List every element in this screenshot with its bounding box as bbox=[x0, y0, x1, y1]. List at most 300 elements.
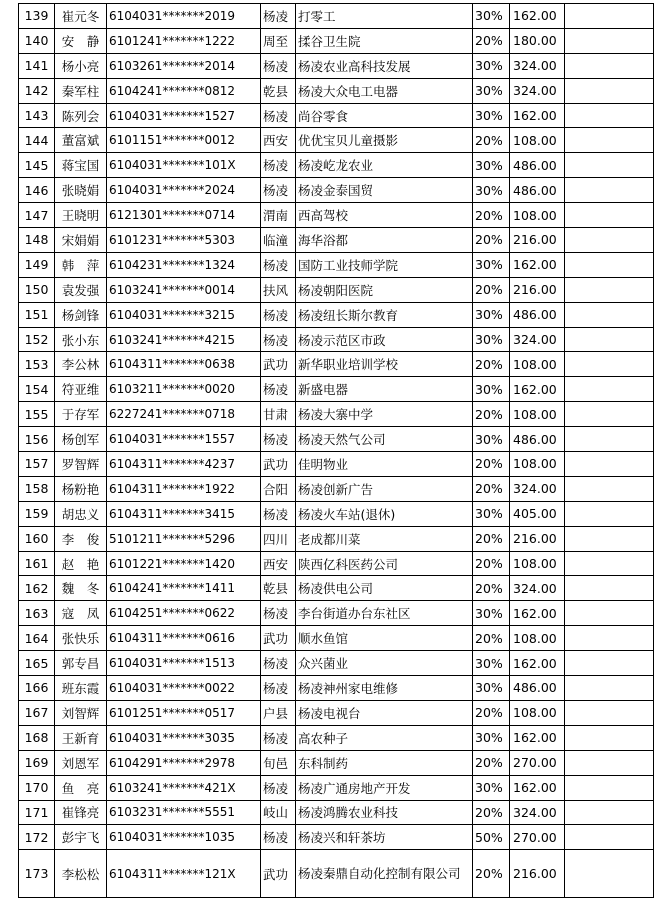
rate-cell: 30% bbox=[473, 4, 510, 29]
work-unit: 杨凌农业高科技发展 bbox=[296, 53, 473, 78]
amount-cell: 108.00 bbox=[510, 551, 565, 576]
row-number: 150 bbox=[19, 277, 55, 302]
person-name: 董富斌 bbox=[55, 128, 107, 153]
area-cell: 杨凌 bbox=[261, 327, 296, 352]
row-number: 143 bbox=[19, 103, 55, 128]
empty-cell bbox=[565, 825, 654, 850]
work-unit: 杨凌火车站(退休) bbox=[296, 501, 473, 526]
person-name: 班东霞 bbox=[55, 676, 107, 701]
table-row bbox=[19, 128, 654, 153]
empty-cell bbox=[565, 601, 654, 626]
table-row bbox=[19, 825, 654, 850]
person-name: 蒋宝国 bbox=[55, 153, 107, 178]
empty-cell bbox=[565, 676, 654, 701]
work-unit: 国防工业技师学院 bbox=[296, 252, 473, 277]
area-cell: 扶风 bbox=[261, 277, 296, 302]
amount-cell: 108.00 bbox=[510, 452, 565, 477]
row-number: 161 bbox=[19, 551, 55, 576]
id-number: 6104031*******2019 bbox=[107, 4, 261, 29]
rate-cell: 30% bbox=[473, 676, 510, 701]
person-name: 王新育 bbox=[55, 725, 107, 750]
work-unit: 海华浴都 bbox=[296, 228, 473, 253]
person-name: 陈列会 bbox=[55, 103, 107, 128]
work-unit: 打零工 bbox=[296, 4, 473, 29]
empty-cell bbox=[565, 651, 654, 676]
person-name: 杨创军 bbox=[55, 427, 107, 452]
work-unit: 新华职业培训学校 bbox=[296, 352, 473, 377]
amount-cell: 486.00 bbox=[510, 153, 565, 178]
person-name: 李 俊 bbox=[55, 526, 107, 551]
work-unit: 杨凌电视台 bbox=[296, 700, 473, 725]
amount-cell: 108.00 bbox=[510, 626, 565, 651]
rate-cell: 30% bbox=[473, 725, 510, 750]
table-row bbox=[19, 178, 654, 203]
table-row bbox=[19, 4, 654, 29]
table-row bbox=[19, 377, 654, 402]
row-number: 149 bbox=[19, 252, 55, 277]
empty-cell bbox=[565, 327, 654, 352]
id-number: 6104031*******0022 bbox=[107, 676, 261, 701]
row-number: 139 bbox=[19, 4, 55, 29]
area-cell: 四川 bbox=[261, 526, 296, 551]
row-number: 159 bbox=[19, 501, 55, 526]
area-cell: 杨凌 bbox=[261, 651, 296, 676]
amount-cell: 108.00 bbox=[510, 352, 565, 377]
rate-cell: 30% bbox=[473, 302, 510, 327]
amount-cell: 216.00 bbox=[510, 526, 565, 551]
person-name: 张晓娟 bbox=[55, 178, 107, 203]
amount-cell: 216.00 bbox=[510, 277, 565, 302]
empty-cell bbox=[565, 750, 654, 775]
row-number: 158 bbox=[19, 476, 55, 501]
work-unit: 西高驾校 bbox=[296, 203, 473, 228]
area-cell: 武功 bbox=[261, 850, 296, 898]
id-number: 6104031*******1513 bbox=[107, 651, 261, 676]
row-number: 144 bbox=[19, 128, 55, 153]
rate-cell: 30% bbox=[473, 775, 510, 800]
row-number: 172 bbox=[19, 825, 55, 850]
work-unit: 佳明物业 bbox=[296, 452, 473, 477]
area-cell: 杨凌 bbox=[261, 601, 296, 626]
table-row bbox=[19, 576, 654, 601]
work-unit: 老成都川菜 bbox=[296, 526, 473, 551]
person-name: 崔锋亮 bbox=[55, 800, 107, 825]
area-cell: 杨凌 bbox=[261, 825, 296, 850]
id-number: 6104031*******101X bbox=[107, 153, 261, 178]
empty-cell bbox=[565, 252, 654, 277]
area-cell: 杨凌 bbox=[261, 725, 296, 750]
id-number: 6104251*******0622 bbox=[107, 601, 261, 626]
table-body bbox=[19, 4, 654, 898]
id-number: 6227241*******0718 bbox=[107, 402, 261, 427]
rate-cell: 20% bbox=[473, 228, 510, 253]
person-name: 符亚维 bbox=[55, 377, 107, 402]
rate-cell: 30% bbox=[473, 78, 510, 103]
row-number: 155 bbox=[19, 402, 55, 427]
table-row bbox=[19, 526, 654, 551]
area-cell: 乾县 bbox=[261, 78, 296, 103]
id-number: 6103241*******4215 bbox=[107, 327, 261, 352]
id-number: 6101251*******0517 bbox=[107, 700, 261, 725]
area-cell: 杨凌 bbox=[261, 501, 296, 526]
amount-cell: 216.00 bbox=[510, 850, 565, 898]
work-unit: 杨凌天然气公司 bbox=[296, 427, 473, 452]
row-number: 141 bbox=[19, 53, 55, 78]
person-name: 罗智辉 bbox=[55, 452, 107, 477]
id-number: 6101151*******0012 bbox=[107, 128, 261, 153]
empty-cell bbox=[565, 28, 654, 53]
id-number: 6104031*******3035 bbox=[107, 725, 261, 750]
id-number: 6104241*******1411 bbox=[107, 576, 261, 601]
rate-cell: 20% bbox=[473, 402, 510, 427]
amount-cell: 270.00 bbox=[510, 750, 565, 775]
person-name: 刘智辉 bbox=[55, 700, 107, 725]
row-number: 166 bbox=[19, 676, 55, 701]
person-name: 杨剑锋 bbox=[55, 302, 107, 327]
table-row bbox=[19, 352, 654, 377]
row-number: 142 bbox=[19, 78, 55, 103]
area-cell: 西安 bbox=[261, 128, 296, 153]
work-unit: 众兴菌业 bbox=[296, 651, 473, 676]
row-number: 140 bbox=[19, 28, 55, 53]
rate-cell: 30% bbox=[473, 427, 510, 452]
id-number: 6103241*******0014 bbox=[107, 277, 261, 302]
empty-cell bbox=[565, 700, 654, 725]
id-number: 6104311*******3415 bbox=[107, 501, 261, 526]
amount-cell: 180.00 bbox=[510, 28, 565, 53]
work-unit: 杨凌纽长斯尔教育 bbox=[296, 302, 473, 327]
area-cell: 西安 bbox=[261, 551, 296, 576]
rate-cell: 20% bbox=[473, 452, 510, 477]
row-number: 173 bbox=[19, 850, 55, 898]
amount-cell: 324.00 bbox=[510, 800, 565, 825]
area-cell: 杨凌 bbox=[261, 178, 296, 203]
row-number: 156 bbox=[19, 427, 55, 452]
person-name: 秦军柱 bbox=[55, 78, 107, 103]
table-row bbox=[19, 53, 654, 78]
area-cell: 杨凌 bbox=[261, 4, 296, 29]
person-name: 赵 艳 bbox=[55, 551, 107, 576]
id-number: 6104311*******1922 bbox=[107, 476, 261, 501]
work-unit: 杨凌大寨中学 bbox=[296, 402, 473, 427]
area-cell: 杨凌 bbox=[261, 302, 296, 327]
area-cell: 武功 bbox=[261, 352, 296, 377]
area-cell: 杨凌 bbox=[261, 103, 296, 128]
row-number: 153 bbox=[19, 352, 55, 377]
table-row bbox=[19, 153, 654, 178]
rate-cell: 20% bbox=[473, 526, 510, 551]
row-number: 169 bbox=[19, 750, 55, 775]
amount-cell: 324.00 bbox=[510, 327, 565, 352]
row-number: 162 bbox=[19, 576, 55, 601]
id-number: 6104231*******1324 bbox=[107, 252, 261, 277]
work-unit: 杨凌鸿腾农业科技 bbox=[296, 800, 473, 825]
rate-cell: 30% bbox=[473, 601, 510, 626]
empty-cell bbox=[565, 153, 654, 178]
work-unit: 杨凌朝阳医院 bbox=[296, 277, 473, 302]
work-unit: 杨凌广通房地产开发 bbox=[296, 775, 473, 800]
area-cell: 杨凌 bbox=[261, 53, 296, 78]
id-number: 6104031*******1035 bbox=[107, 825, 261, 850]
work-unit: 高农种子 bbox=[296, 725, 473, 750]
row-number: 154 bbox=[19, 377, 55, 402]
rate-cell: 20% bbox=[473, 850, 510, 898]
rate-cell: 30% bbox=[473, 651, 510, 676]
amount-cell: 270.00 bbox=[510, 825, 565, 850]
work-unit: 杨凌屹龙农业 bbox=[296, 153, 473, 178]
work-unit: 杨凌金泰国贸 bbox=[296, 178, 473, 203]
table-row bbox=[19, 302, 654, 327]
id-number: 6104311*******0616 bbox=[107, 626, 261, 651]
table-row bbox=[19, 103, 654, 128]
rate-cell: 30% bbox=[473, 327, 510, 352]
person-name: 安 静 bbox=[55, 28, 107, 53]
amount-cell: 162.00 bbox=[510, 651, 565, 676]
rate-cell: 20% bbox=[473, 700, 510, 725]
table-row bbox=[19, 601, 654, 626]
area-cell: 户县 bbox=[261, 700, 296, 725]
row-number: 148 bbox=[19, 228, 55, 253]
empty-cell bbox=[565, 128, 654, 153]
person-name: 张快乐 bbox=[55, 626, 107, 651]
amount-cell: 216.00 bbox=[510, 228, 565, 253]
person-name: 胡忠义 bbox=[55, 501, 107, 526]
area-cell: 杨凌 bbox=[261, 427, 296, 452]
rate-cell: 20% bbox=[473, 277, 510, 302]
area-cell: 杨凌 bbox=[261, 252, 296, 277]
empty-cell bbox=[565, 850, 654, 898]
id-number: 6104291*******2978 bbox=[107, 750, 261, 775]
amount-cell: 162.00 bbox=[510, 4, 565, 29]
row-number: 160 bbox=[19, 526, 55, 551]
person-name: 王晓明 bbox=[55, 203, 107, 228]
amount-cell: 405.00 bbox=[510, 501, 565, 526]
empty-cell bbox=[565, 501, 654, 526]
id-number: 6104031*******1557 bbox=[107, 427, 261, 452]
empty-cell bbox=[565, 352, 654, 377]
table-row bbox=[19, 452, 654, 477]
rate-cell: 20% bbox=[473, 551, 510, 576]
person-name: 崔元冬 bbox=[55, 4, 107, 29]
row-number: 165 bbox=[19, 651, 55, 676]
rate-cell: 20% bbox=[473, 128, 510, 153]
person-name: 刘恩军 bbox=[55, 750, 107, 775]
table-row bbox=[19, 750, 654, 775]
area-cell: 乾县 bbox=[261, 576, 296, 601]
amount-cell: 162.00 bbox=[510, 725, 565, 750]
table-row bbox=[19, 626, 654, 651]
amount-cell: 324.00 bbox=[510, 576, 565, 601]
amount-cell: 486.00 bbox=[510, 302, 565, 327]
person-name: 韩 萍 bbox=[55, 252, 107, 277]
empty-cell bbox=[565, 800, 654, 825]
rate-cell: 30% bbox=[473, 153, 510, 178]
table-row bbox=[19, 277, 654, 302]
row-number: 152 bbox=[19, 327, 55, 352]
rate-cell: 30% bbox=[473, 377, 510, 402]
empty-cell bbox=[565, 427, 654, 452]
empty-cell bbox=[565, 203, 654, 228]
area-cell: 渭南 bbox=[261, 203, 296, 228]
area-cell: 武功 bbox=[261, 626, 296, 651]
empty-cell bbox=[565, 626, 654, 651]
row-number: 163 bbox=[19, 601, 55, 626]
work-unit: 杨凌兴和轩茶坊 bbox=[296, 825, 473, 850]
person-name: 李公林 bbox=[55, 352, 107, 377]
work-unit: 李台街道办台东社区 bbox=[296, 601, 473, 626]
work-unit: 尚谷零食 bbox=[296, 103, 473, 128]
row-number: 157 bbox=[19, 452, 55, 477]
area-cell: 杨凌 bbox=[261, 377, 296, 402]
table-row bbox=[19, 427, 654, 452]
table-row bbox=[19, 28, 654, 53]
work-unit: 揉谷卫生院 bbox=[296, 28, 473, 53]
id-number: 6103211*******0020 bbox=[107, 377, 261, 402]
id-number: 6104311*******121X bbox=[107, 850, 261, 898]
amount-cell: 486.00 bbox=[510, 427, 565, 452]
rate-cell: 20% bbox=[473, 626, 510, 651]
rate-cell: 20% bbox=[473, 576, 510, 601]
id-number: 6101231*******5303 bbox=[107, 228, 261, 253]
area-cell: 武功 bbox=[261, 452, 296, 477]
person-name: 张小东 bbox=[55, 327, 107, 352]
area-cell: 临潼 bbox=[261, 228, 296, 253]
table-row bbox=[19, 228, 654, 253]
table-row bbox=[19, 651, 654, 676]
person-name: 于存军 bbox=[55, 402, 107, 427]
id-number: 6104311*******0638 bbox=[107, 352, 261, 377]
id-number: 5101211*******5296 bbox=[107, 526, 261, 551]
table-row bbox=[19, 551, 654, 576]
rate-cell: 30% bbox=[473, 178, 510, 203]
work-unit: 东科制药 bbox=[296, 750, 473, 775]
amount-cell: 324.00 bbox=[510, 78, 565, 103]
table-row bbox=[19, 501, 654, 526]
empty-cell bbox=[565, 277, 654, 302]
rate-cell: 20% bbox=[473, 476, 510, 501]
empty-cell bbox=[565, 775, 654, 800]
person-name: 杨小亮 bbox=[55, 53, 107, 78]
work-unit: 顺水鱼馆 bbox=[296, 626, 473, 651]
area-cell: 旬邑 bbox=[261, 750, 296, 775]
row-number: 170 bbox=[19, 775, 55, 800]
empty-cell bbox=[565, 178, 654, 203]
work-unit: 杨凌供电公司 bbox=[296, 576, 473, 601]
empty-cell bbox=[565, 78, 654, 103]
data-table bbox=[18, 3, 654, 898]
id-number: 6104241*******0812 bbox=[107, 78, 261, 103]
empty-cell bbox=[565, 725, 654, 750]
area-cell: 岐山 bbox=[261, 800, 296, 825]
amount-cell: 486.00 bbox=[510, 676, 565, 701]
row-number: 167 bbox=[19, 700, 55, 725]
table-row bbox=[19, 800, 654, 825]
amount-cell: 162.00 bbox=[510, 775, 565, 800]
amount-cell: 162.00 bbox=[510, 601, 565, 626]
row-number: 151 bbox=[19, 302, 55, 327]
table-row bbox=[19, 725, 654, 750]
rate-cell: 30% bbox=[473, 252, 510, 277]
row-number: 145 bbox=[19, 153, 55, 178]
rate-cell: 30% bbox=[473, 103, 510, 128]
row-number: 146 bbox=[19, 178, 55, 203]
table-row bbox=[19, 476, 654, 501]
empty-cell bbox=[565, 4, 654, 29]
table-row bbox=[19, 402, 654, 427]
area-cell: 杨凌 bbox=[261, 775, 296, 800]
amount-cell: 486.00 bbox=[510, 178, 565, 203]
rate-cell: 20% bbox=[473, 28, 510, 53]
work-unit: 杨凌秦鼎自动化控制有限公司 bbox=[296, 850, 473, 898]
table-row bbox=[19, 850, 654, 898]
person-name: 杨粉艳 bbox=[55, 476, 107, 501]
work-unit: 杨凌神州家电维修 bbox=[296, 676, 473, 701]
id-number: 6103231*******5551 bbox=[107, 800, 261, 825]
work-unit: 杨凌示范区市政 bbox=[296, 327, 473, 352]
table-row bbox=[19, 78, 654, 103]
area-cell: 杨凌 bbox=[261, 153, 296, 178]
table-row bbox=[19, 327, 654, 352]
person-name: 郭专昌 bbox=[55, 651, 107, 676]
id-number: 6101221*******1420 bbox=[107, 551, 261, 576]
work-unit: 陕西亿科医药公司 bbox=[296, 551, 473, 576]
work-unit: 优优宝贝儿童摄影 bbox=[296, 128, 473, 153]
empty-cell bbox=[565, 551, 654, 576]
table-row bbox=[19, 700, 654, 725]
empty-cell bbox=[565, 402, 654, 427]
table-row bbox=[19, 203, 654, 228]
empty-cell bbox=[565, 476, 654, 501]
id-number: 6103241*******421X bbox=[107, 775, 261, 800]
amount-cell: 324.00 bbox=[510, 53, 565, 78]
row-number: 164 bbox=[19, 626, 55, 651]
work-unit: 杨凌创新广告 bbox=[296, 476, 473, 501]
empty-cell bbox=[565, 452, 654, 477]
id-number: 6121301*******0714 bbox=[107, 203, 261, 228]
rate-cell: 20% bbox=[473, 203, 510, 228]
rate-cell: 20% bbox=[473, 352, 510, 377]
rate-cell: 50% bbox=[473, 825, 510, 850]
empty-cell bbox=[565, 576, 654, 601]
amount-cell: 108.00 bbox=[510, 700, 565, 725]
rate-cell: 30% bbox=[473, 501, 510, 526]
amount-cell: 108.00 bbox=[510, 402, 565, 427]
person-name: 李松松 bbox=[55, 850, 107, 898]
empty-cell bbox=[565, 103, 654, 128]
row-number: 168 bbox=[19, 725, 55, 750]
empty-cell bbox=[565, 526, 654, 551]
person-name: 彭宇飞 bbox=[55, 825, 107, 850]
work-unit: 杨凌大众电工电器 bbox=[296, 78, 473, 103]
empty-cell bbox=[565, 53, 654, 78]
amount-cell: 324.00 bbox=[510, 476, 565, 501]
area-cell: 合阳 bbox=[261, 476, 296, 501]
amount-cell: 162.00 bbox=[510, 377, 565, 402]
person-name: 鱼 亮 bbox=[55, 775, 107, 800]
table-row bbox=[19, 775, 654, 800]
row-number: 171 bbox=[19, 800, 55, 825]
amount-cell: 162.00 bbox=[510, 252, 565, 277]
id-number: 6104311*******4237 bbox=[107, 452, 261, 477]
amount-cell: 108.00 bbox=[510, 203, 565, 228]
person-name: 宋娟娟 bbox=[55, 228, 107, 253]
row-number: 147 bbox=[19, 203, 55, 228]
empty-cell bbox=[565, 302, 654, 327]
work-unit: 新盛电器 bbox=[296, 377, 473, 402]
id-number: 6104031*******1527 bbox=[107, 103, 261, 128]
rate-cell: 20% bbox=[473, 750, 510, 775]
rate-cell: 20% bbox=[473, 800, 510, 825]
